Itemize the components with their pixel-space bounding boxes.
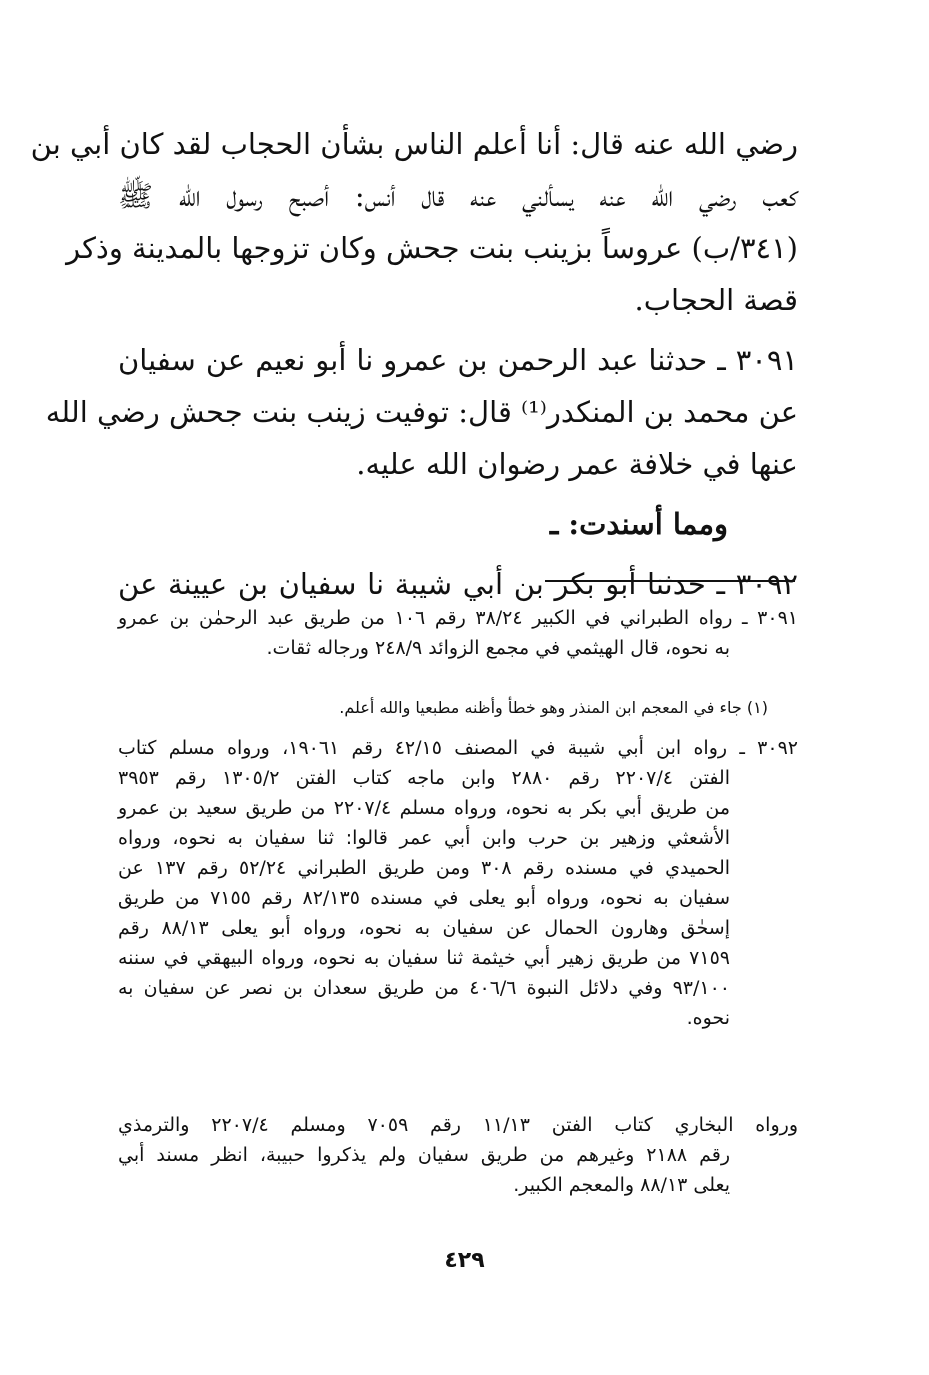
footnote-line: (١) جاء في المعجم ابن المنذر وهو خطأ وأظنه مطبعيا والله أعلم. <box>339 698 768 717</box>
paragraph-continuation <box>30 118 798 326</box>
footnote-line: سفيان به نحوه، ورواه أبو يعلى في مسنده ٨٢/١٣٥ رقم ٧١٥٥ من طريق <box>118 887 730 909</box>
text-line: (٣٤١/ب) عروساً بزينب بنت جحش وكان تزوجها بالمدينة وذكر <box>66 231 798 265</box>
main-text <box>30 118 798 610</box>
footnote-line: رقم ٢١٨٨ وغيرهم من طريق سفيان ولم يذكروا حبيبة، انظر مسند أبي <box>118 1144 731 1166</box>
text-line: ٣٠٩١ ـ حدثنا عبد الرحمن بن عمرو نا أبو نعيم عن سفيان <box>118 343 798 377</box>
text-line: ٣٠٩٢ ـ حدثنا أبو بكر بن أبي شيبة نا سفيان بن عيينة عن <box>118 567 798 601</box>
footnote-line: من طريق أبي بكر به نحوه، ورواه مسلم ٢٢٠٧/٤ من طريق سعيد بن عمرو <box>118 797 730 819</box>
text-line: عن محمد بن المنكدر⁽¹⁾ قال: توفيت زينب بنت جحش رضي الله <box>45 395 798 429</box>
footnote-line: به نحوه، قال الهيثمي في مجمع الزوائد ٢٤٨/٩ ورجاله ثقات. <box>266 637 730 659</box>
text-line: رضي الله عنه قال: أنا أعلم الناس بشأن الحجاب لقد كان أبي بن <box>30 127 798 161</box>
page-number: ٤٢٩ <box>444 1248 485 1273</box>
section-heading: ومما أسندت: ـ <box>549 507 728 541</box>
footnote-3092-continued <box>118 1110 798 1200</box>
hadith-3091 <box>45 334 798 490</box>
footnote-line: نحوه. <box>686 1007 730 1029</box>
footnote-line: الأشعثي وزهير بن حرب وابن أبي عمر قالوا: ثنا سفيان به نحوه، ورواه <box>118 827 730 849</box>
footnote-line: الحميدي في مسنده رقم ٣٠٨ ومن طريق الطبراني ٥٢/٢٤ رقم ١٣٧ عن <box>118 857 731 879</box>
footnote-separator <box>545 580 795 582</box>
text-line: كعب رضي الله عنه يسألني عنه قال أنس: أصبح رسول الله ﷺ <box>118 179 798 213</box>
footnote-line: ورواه البخاري كتاب الفتن ١١/١٣ رقم ٧٠٥٩ ومسلم ٢٢٠٧/٤ والترمذي <box>118 1114 798 1136</box>
footnote-line: ٣٠٩٢ ـ رواه ابن أبي شيبة في المصنف ٤٢/١٥ رقم ١٩٠٦١، ورواه مسلم كتاب <box>118 737 798 759</box>
footnote-3092 <box>118 733 798 1033</box>
footnote-line: الفتن ٢٢٠٧/٤ رقم ٢٨٨٠ وابن ماجه كتاب الفتن ١٣٠٥/٢ رقم ٣٩٥٣ <box>118 767 730 789</box>
footnote-line: ٩٣/١٠٠ وفي دلائل النبوة ٤٠٦/٦ من طريق سعدان بن نصر عن سفيان به <box>118 977 730 999</box>
footnote-1 <box>118 695 798 721</box>
section-heading-block <box>118 498 798 550</box>
footnote-line: ٣٠٩١ ـ رواه الطبراني في الكبير ٣٨/٢٤ رقم ١٠٦ من طريق عبد الرحمٰن بن عمرو <box>118 607 798 629</box>
footnote-3091 <box>118 603 798 663</box>
footnote-line: ٧١٥٩ من طريق زهير أبي خيثمة ثنا سفيان به نحوه، ورواه البيهقي في سننه <box>118 947 730 969</box>
footnote-line: يعلى ٨٨/١٣ والمعجم الكبير. <box>513 1174 730 1196</box>
text-line: قصة الحجاب. <box>634 283 798 317</box>
footnote-line: إسحٰق وهارون الحمال عن سفيان به نحوه، ورواه أبو يعلى ٨٨/١٣ رقم <box>118 917 730 939</box>
text-line: عنها في خلافة عمر رضوان الله عليه. <box>356 447 798 481</box>
